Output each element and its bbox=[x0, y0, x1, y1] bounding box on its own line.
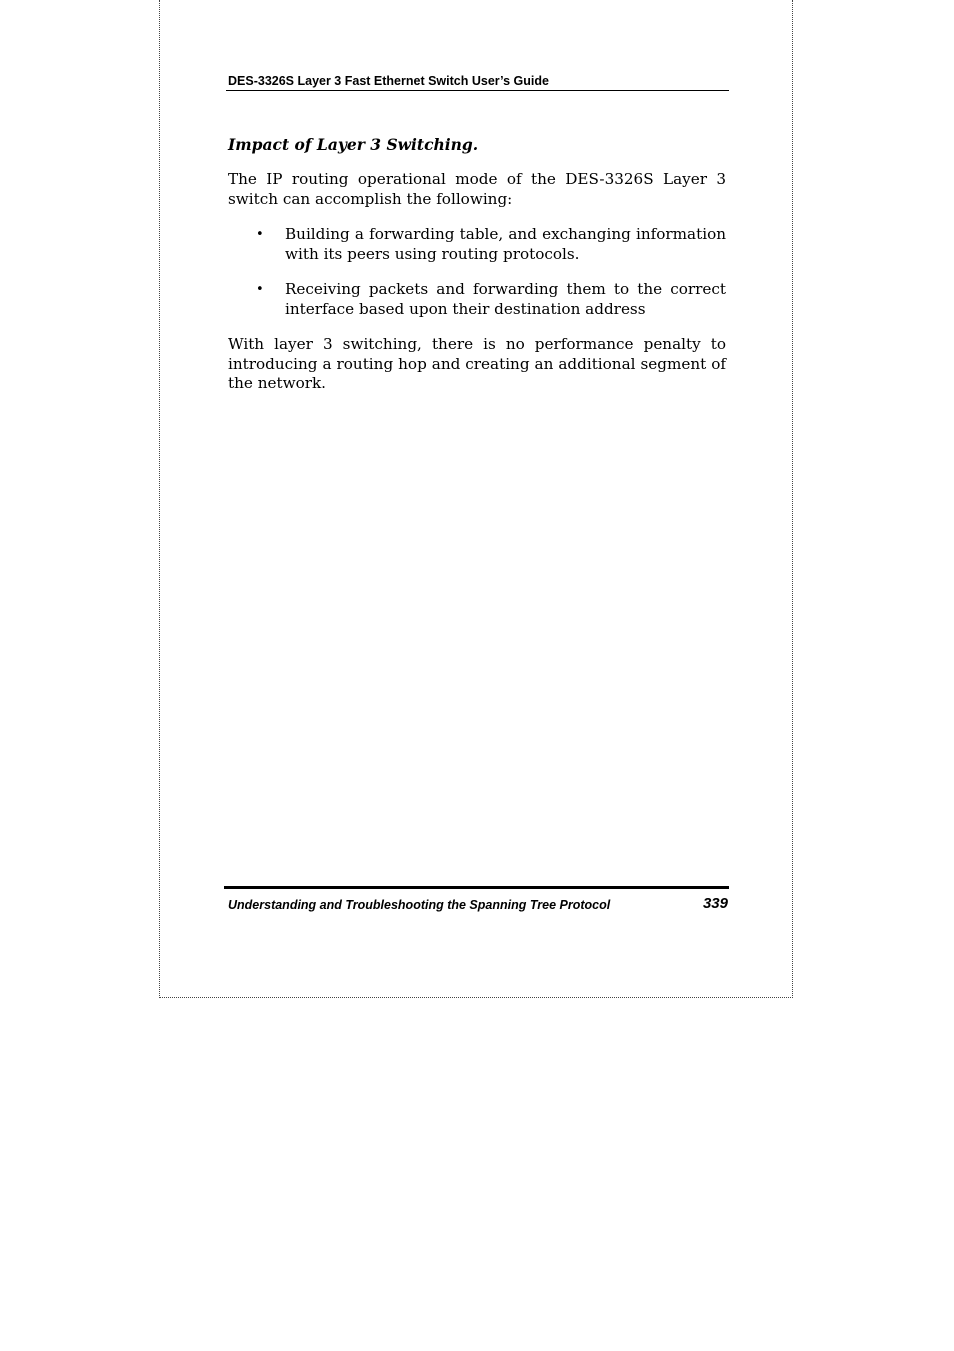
running-header: DES-3326S Layer 3 Fast Ethernet Switch User’s Guide bbox=[226, 73, 729, 91]
intro-paragraph: The IP routing operational mode of the DES-3326S Layer 3 switch can accomplish the following: bbox=[228, 170, 726, 208]
bullet-list bbox=[228, 225, 726, 319]
page-content bbox=[228, 134, 726, 410]
list-item bbox=[228, 225, 726, 264]
page-number: 339 bbox=[702, 895, 728, 912]
running-footer bbox=[228, 895, 728, 915]
bullet-icon: • bbox=[256, 282, 264, 297]
list-item-text: Receiving packets and forwarding them to the correct interface based upon their destination address bbox=[285, 280, 726, 318]
bullet-icon: • bbox=[256, 227, 264, 242]
list-item bbox=[228, 280, 726, 319]
footer-chapter-title: Understanding and Troubleshooting the Spanning Tree Protocol bbox=[228, 898, 611, 912]
footer-rule bbox=[224, 886, 729, 889]
section-heading: Impact of Layer 3 Switching. bbox=[228, 135, 479, 154]
list-item-text: Building a forwarding table, and exchanging information with its peers using routing protocols. bbox=[285, 225, 726, 263]
closing-paragraph: With layer 3 switching, there is no performance penalty to introducing a routing hop and creating an additional segment of the network. bbox=[228, 335, 726, 392]
